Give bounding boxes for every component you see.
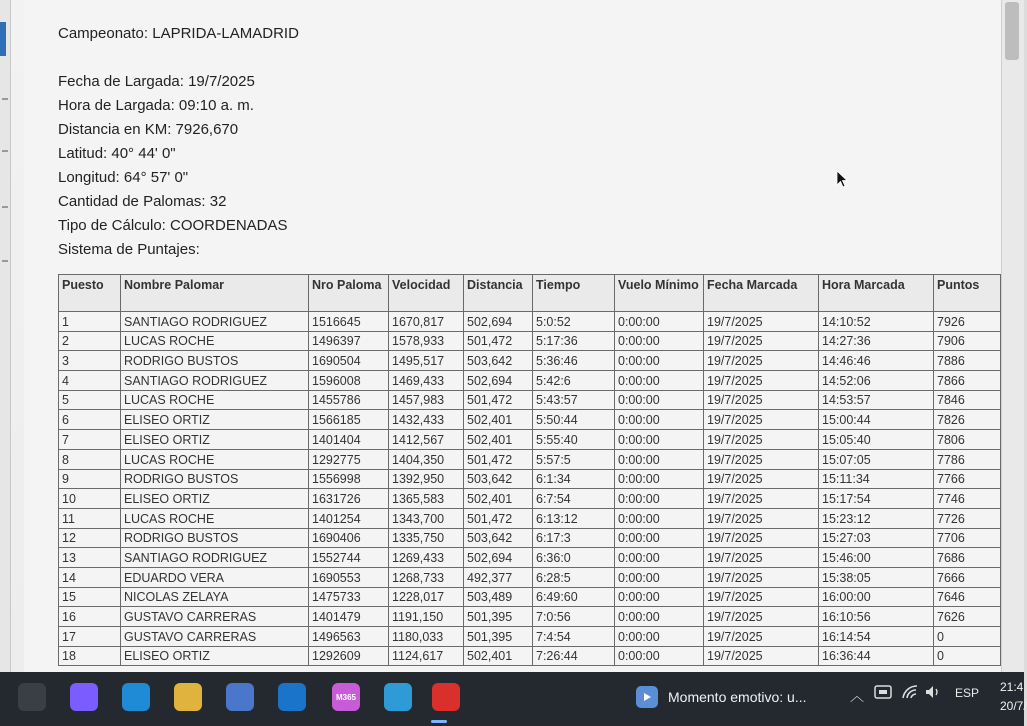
table-cell: 1343,700 <box>389 508 464 528</box>
report-page <box>24 0 1002 672</box>
table-cell: 1191,150 <box>389 607 464 627</box>
table-cell: 13 <box>59 548 121 568</box>
table-cell: 7:4:54 <box>533 627 615 647</box>
table-cell: 19/7/2025 <box>704 646 819 666</box>
table-cell: NICOLAS ZELAYA <box>121 587 309 607</box>
table-cell: 19/7/2025 <box>704 449 819 469</box>
column-header: Hora Marcada <box>819 275 934 312</box>
table-cell: ELISEO ORTIZ <box>121 430 309 450</box>
table-cell: 503,642 <box>464 528 533 548</box>
table-cell: 501,395 <box>464 607 533 627</box>
table-cell: 7:0:56 <box>533 607 615 627</box>
table-cell: 1404,350 <box>389 449 464 469</box>
table-cell: 502,694 <box>464 548 533 568</box>
table-row <box>59 607 1001 627</box>
fecha-largada-line: Fecha de Largada: 19/7/2025 <box>58 73 255 90</box>
table-cell: 1690504 <box>309 351 389 371</box>
table-cell: 5:17:36 <box>533 331 615 351</box>
table-cell: 14:10:52 <box>819 312 934 332</box>
table-cell: 0:00:00 <box>615 430 704 450</box>
table-cell: 19/7/2025 <box>704 567 819 587</box>
table-cell: 15:17:54 <box>819 489 934 509</box>
table-cell: 1365,583 <box>389 489 464 509</box>
gutter-tick <box>2 260 8 262</box>
table-cell: 502,401 <box>464 646 533 666</box>
table-cell: 19/7/2025 <box>704 548 819 568</box>
table-cell: 3 <box>59 351 121 371</box>
clock-time: 21:4 <box>1000 680 1024 694</box>
table-cell: 0:00:00 <box>615 548 704 568</box>
table-row <box>59 627 1001 647</box>
app-icon[interactable] <box>384 683 412 711</box>
media-title: Momento emotivo: u... <box>668 689 807 705</box>
table-cell: 503,642 <box>464 351 533 371</box>
table-cell: 7706 <box>934 528 1001 548</box>
table-cell: 6:1:34 <box>533 469 615 489</box>
table-cell: 1292775 <box>309 449 389 469</box>
table-cell: 0 <box>934 627 1001 647</box>
table-cell: 14:53:57 <box>819 390 934 410</box>
longitud-line: Longitud: 64° 57' 0" <box>58 169 189 186</box>
table-cell: 1566185 <box>309 410 389 430</box>
file-explorer-icon[interactable] <box>174 683 202 711</box>
table-cell: 7646 <box>934 587 1001 607</box>
table-cell: LUCAS ROCHE <box>121 508 309 528</box>
table-cell: 1457,983 <box>389 390 464 410</box>
pdf-icon[interactable] <box>432 683 460 711</box>
race-info <box>58 22 299 262</box>
table-cell: 0:00:00 <box>615 449 704 469</box>
table-cell: 19/7/2025 <box>704 607 819 627</box>
table-row <box>59 449 1001 469</box>
table-cell: 1631726 <box>309 489 389 509</box>
taskbar <box>0 672 1027 726</box>
column-header: Nombre Palomar <box>121 275 309 312</box>
table-cell: 1124,617 <box>389 646 464 666</box>
table-cell: 16:14:54 <box>819 627 934 647</box>
table-cell: 7926 <box>934 312 1001 332</box>
table-row <box>59 508 1001 528</box>
table-cell: 19/7/2025 <box>704 627 819 647</box>
table-cell: GUSTAVO CARRERAS <box>121 627 309 647</box>
table-cell: 0:00:00 <box>615 607 704 627</box>
table-cell: 1455786 <box>309 390 389 410</box>
table-cell: 1475733 <box>309 587 389 607</box>
table-cell: 14:52:06 <box>819 371 934 391</box>
column-header: Fecha Marcada <box>704 275 819 312</box>
distancia-line: Distancia en KM: 7926,670 <box>58 121 239 138</box>
table-cell: 5:50:44 <box>533 410 615 430</box>
table-cell: 1 <box>59 312 121 332</box>
table-cell: 7746 <box>934 489 1001 509</box>
table-cell: 2 <box>59 331 121 351</box>
edge-icon[interactable] <box>122 683 150 711</box>
table-cell: 19/7/2025 <box>704 587 819 607</box>
table-cell: RODRIGO BUSTOS <box>121 351 309 371</box>
table-header-row <box>59 275 1001 312</box>
table-cell: 0 <box>934 646 1001 666</box>
table-cell: 1401404 <box>309 430 389 450</box>
table-cell: GUSTAVO CARRERAS <box>121 607 309 627</box>
table-cell: 5:0:52 <box>533 312 615 332</box>
table-cell: 0:00:00 <box>615 390 704 410</box>
table-cell: ELISEO ORTIZ <box>121 489 309 509</box>
table-cell: 502,401 <box>464 430 533 450</box>
table-cell: 15:23:12 <box>819 508 934 528</box>
table-cell: LUCAS ROCHE <box>121 390 309 410</box>
table-cell: 1495,517 <box>389 351 464 371</box>
table-cell: 5:43:57 <box>533 390 615 410</box>
volume-icon[interactable] <box>924 684 942 703</box>
table-cell: 0:00:00 <box>615 351 704 371</box>
copilot-icon[interactable] <box>70 683 98 711</box>
table-cell: 14:46:46 <box>819 351 934 371</box>
table-cell: 5:36:46 <box>533 351 615 371</box>
table-cell: 1556998 <box>309 469 389 489</box>
table-cell: 18 <box>59 646 121 666</box>
table-cell: ELISEO ORTIZ <box>121 646 309 666</box>
table-cell: 7806 <box>934 430 1001 450</box>
table-cell: EDUARDO VERA <box>121 567 309 587</box>
table-row <box>59 528 1001 548</box>
table-cell: 0:00:00 <box>615 508 704 528</box>
table-cell: 1516645 <box>309 312 389 332</box>
table-cell: 1690553 <box>309 567 389 587</box>
table-row <box>59 489 1001 509</box>
column-header: Velocidad <box>389 275 464 312</box>
table-cell: 6:36:0 <box>533 548 615 568</box>
table-cell: 502,401 <box>464 489 533 509</box>
table-cell: SANTIAGO RODRIGUEZ <box>121 371 309 391</box>
table-cell: 1335,750 <box>389 528 464 548</box>
vertical-scrollbar[interactable] <box>1001 0 1024 672</box>
table-cell: 502,401 <box>464 410 533 430</box>
table-cell: ELISEO ORTIZ <box>121 410 309 430</box>
table-cell: 15:07:05 <box>819 449 934 469</box>
table-cell: 501,472 <box>464 331 533 351</box>
table-cell: 1690406 <box>309 528 389 548</box>
table-cell: LUCAS ROCHE <box>121 331 309 351</box>
table-cell: 6:7:54 <box>533 489 615 509</box>
table-cell: 11 <box>59 508 121 528</box>
table-cell: 1469,433 <box>389 371 464 391</box>
table-cell: 5:55:40 <box>533 430 615 450</box>
table-row <box>59 331 1001 351</box>
table-row <box>59 567 1001 587</box>
table-cell: 14:27:36 <box>819 331 934 351</box>
table-cell: 15:38:05 <box>819 567 934 587</box>
active-tab-marker[interactable] <box>0 22 6 56</box>
clock[interactable] <box>1000 678 1027 716</box>
table-cell: 1180,033 <box>389 627 464 647</box>
table-cell: 19/7/2025 <box>704 469 819 489</box>
table-cell: 1496397 <box>309 331 389 351</box>
table-cell: 492,377 <box>464 567 533 587</box>
table-cell: 9 <box>59 469 121 489</box>
table-cell: 501,472 <box>464 449 533 469</box>
table-cell: 15:05:40 <box>819 430 934 450</box>
language-indicator[interactable]: ESP <box>955 686 980 700</box>
table-cell: 7686 <box>934 548 1001 568</box>
table-cell: 501,472 <box>464 508 533 528</box>
table-cell: 15:27:03 <box>819 528 934 548</box>
table-row <box>59 371 1001 391</box>
table-row <box>59 587 1001 607</box>
table-cell: 19/7/2025 <box>704 312 819 332</box>
cantidad-palomas-line: Cantidad de Palomas: 32 <box>58 193 227 210</box>
media-play-icon[interactable] <box>636 686 658 708</box>
campeonato-line: Campeonato: LAPRIDA-LAMADRID <box>58 25 299 42</box>
table-cell: 7906 <box>934 331 1001 351</box>
store-icon[interactable] <box>226 683 254 711</box>
latitud-line: Latitud: 40° 44' 0" <box>58 145 176 162</box>
table-cell: 17 <box>59 627 121 647</box>
table-cell: RODRIGO BUSTOS <box>121 469 309 489</box>
table-cell: 502,694 <box>464 312 533 332</box>
left-panel <box>0 0 11 672</box>
table-cell: 12 <box>59 528 121 548</box>
column-header: Nro Paloma <box>309 275 389 312</box>
table-cell: 0:00:00 <box>615 567 704 587</box>
table-cell: LUCAS ROCHE <box>121 449 309 469</box>
column-header: Puntos <box>934 275 1001 312</box>
table-cell: 5 <box>59 390 121 410</box>
clock-date: 20/7/ <box>1000 699 1027 713</box>
chevron-up-icon[interactable]: ︿ <box>850 688 864 704</box>
table-cell: 7826 <box>934 410 1001 430</box>
table-cell: 1269,433 <box>389 548 464 568</box>
gutter-tick <box>2 98 8 100</box>
table-cell: 1228,017 <box>389 587 464 607</box>
table-cell: 16:00:00 <box>819 587 934 607</box>
table-cell: 0:00:00 <box>615 371 704 391</box>
table-cell: 503,489 <box>464 587 533 607</box>
m365-label: M365 <box>335 692 356 702</box>
table-cell: 1392,950 <box>389 469 464 489</box>
table-cell: 1578,933 <box>389 331 464 351</box>
table-cell: 7666 <box>934 567 1001 587</box>
table-cell: 1670,817 <box>389 312 464 332</box>
table-row <box>59 312 1001 332</box>
table-cell: 6:49:60 <box>533 587 615 607</box>
table-cell: 15:00:44 <box>819 410 934 430</box>
task-view-icon[interactable] <box>18 683 46 711</box>
table-cell: 19/7/2025 <box>704 351 819 371</box>
tipo-calculo-line: Tipo de Cálculo: COORDENADAS <box>58 217 288 234</box>
table-cell: 1596008 <box>309 371 389 391</box>
outlook-icon[interactable] <box>278 683 306 711</box>
table-cell: 19/7/2025 <box>704 410 819 430</box>
table-cell: 16:36:44 <box>819 646 934 666</box>
mouse-pointer-icon <box>836 170 848 188</box>
table-cell: 14 <box>59 567 121 587</box>
table-cell: 19/7/2025 <box>704 430 819 450</box>
table-cell: 502,694 <box>464 371 533 391</box>
table-cell: 0:00:00 <box>615 331 704 351</box>
table-cell: 1496563 <box>309 627 389 647</box>
table-cell: 19/7/2025 <box>704 390 819 410</box>
gutter-tick <box>2 206 8 208</box>
table-cell: 7886 <box>934 351 1001 371</box>
table-cell: 5:42:6 <box>533 371 615 391</box>
results-table <box>58 274 1001 666</box>
table-cell: 1292609 <box>309 646 389 666</box>
table-cell: 1401479 <box>309 607 389 627</box>
table-cell: 15 <box>59 587 121 607</box>
sistema-puntajes-line: Sistema de Puntajes: <box>58 241 200 258</box>
table-cell: 7 <box>59 430 121 450</box>
table-cell: 15:11:34 <box>819 469 934 489</box>
table-cell: 6 <box>59 410 121 430</box>
table-cell: 6:17:3 <box>533 528 615 548</box>
table-cell: 1432,433 <box>389 410 464 430</box>
scrollbar-thumb[interactable] <box>1005 2 1019 60</box>
table-cell: 6:28:5 <box>533 567 615 587</box>
table-cell: 19/7/2025 <box>704 331 819 351</box>
table-cell: 7:26:44 <box>533 646 615 666</box>
tray-app-icon[interactable] <box>874 684 892 703</box>
hora-largada-line: Hora de Largada: 09:10 a. m. <box>58 97 254 114</box>
column-header: Tiempo <box>533 275 615 312</box>
column-header: Distancia <box>464 275 533 312</box>
table-cell: 0:00:00 <box>615 312 704 332</box>
table-cell: 16 <box>59 607 121 627</box>
table-cell: 7626 <box>934 607 1001 627</box>
table-cell: 15:46:00 <box>819 548 934 568</box>
table-cell: 1401254 <box>309 508 389 528</box>
table-cell: SANTIAGO RODRIGUEZ <box>121 312 309 332</box>
table-cell: 0:00:00 <box>615 410 704 430</box>
table-cell: 1552744 <box>309 548 389 568</box>
table-cell: 5:57:5 <box>533 449 615 469</box>
table-cell: RODRIGO BUSTOS <box>121 528 309 548</box>
table-cell: 6:13:12 <box>533 508 615 528</box>
table-cell: 19/7/2025 <box>704 489 819 509</box>
table-row <box>59 410 1001 430</box>
table-cell: 7766 <box>934 469 1001 489</box>
table-cell: 16:10:56 <box>819 607 934 627</box>
table-cell: 0:00:00 <box>615 469 704 489</box>
table-row <box>59 430 1001 450</box>
table-cell: 0:00:00 <box>615 646 704 666</box>
table-cell: 19/7/2025 <box>704 528 819 548</box>
table-cell: 1268,733 <box>389 567 464 587</box>
wifi-icon[interactable] <box>901 684 919 703</box>
table-cell: 501,395 <box>464 627 533 647</box>
table-cell: 8 <box>59 449 121 469</box>
table-cell: 0:00:00 <box>615 587 704 607</box>
table-cell: 7866 <box>934 371 1001 391</box>
table-cell: 4 <box>59 371 121 391</box>
table-row <box>59 469 1001 489</box>
table-cell: 0:00:00 <box>615 627 704 647</box>
gutter-tick <box>2 150 8 152</box>
column-header: Puesto <box>59 275 121 312</box>
table-cell: 501,472 <box>464 390 533 410</box>
table-cell: 10 <box>59 489 121 509</box>
table-cell: 0:00:00 <box>615 528 704 548</box>
table-row <box>59 390 1001 410</box>
table-row <box>59 351 1001 371</box>
table-cell: 0:00:00 <box>615 489 704 509</box>
table-row <box>59 646 1001 666</box>
table-cell: 7786 <box>934 449 1001 469</box>
active-app-indicator <box>431 720 447 723</box>
table-cell: SANTIAGO RODRIGUEZ <box>121 548 309 568</box>
media-widget[interactable] <box>636 684 807 710</box>
table-cell: 19/7/2025 <box>704 371 819 391</box>
table-row <box>59 548 1001 568</box>
m365-icon[interactable] <box>332 683 360 711</box>
table-cell: 7846 <box>934 390 1001 410</box>
table-cell: 19/7/2025 <box>704 508 819 528</box>
table-cell: 1412,567 <box>389 430 464 450</box>
table-cell: 7726 <box>934 508 1001 528</box>
column-header: Vuelo Mínimo <box>615 275 704 312</box>
table-cell: 503,642 <box>464 469 533 489</box>
